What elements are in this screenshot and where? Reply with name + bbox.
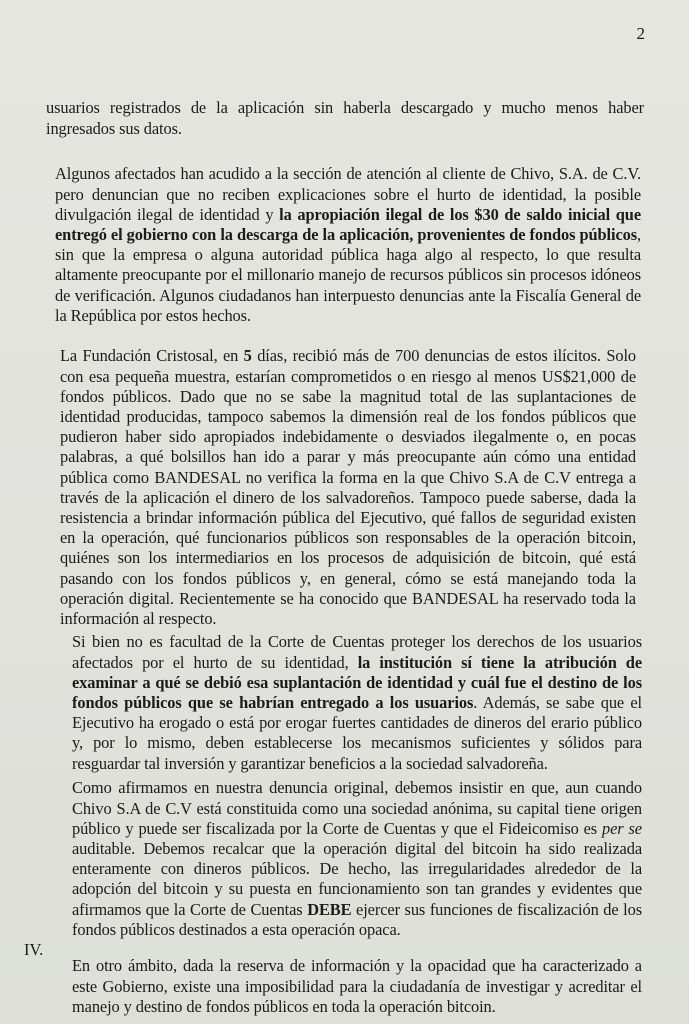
text-segment: auditable. Debemos recalcar que la operación digital del bitcoin ha sido realizada enteramente con dineros públicos. De hecho, las irregularidades alrededor de la adopción del bitcoin y su puesta en funcionamiento son tan grandes y evidentes que afirmamos que la Corte de Cuentas [72, 839, 642, 919]
text-segment: Algunos afectados han acudido a la sección de atención al cliente de Chivo, S.A. de C.V. pero denuncian que no reciben explicaciones sobre el hurto de identidad, la posible divulgación ilegal de identidad y [55, 164, 641, 224]
text-segment: Como afirmamos en nuestra denuncia original, debemos insistir en que, aun cuando Chivo S.A de C.V está constituida como una sociedad anónima, su capital tiene origen público y puede ser fiscalizada por la Corte de Cuentas y que el Fideicomiso es [72, 778, 642, 838]
paragraph-2 [55, 164, 641, 326]
bold-text: la institución sí tiene la atribución de examinar a qué se debió esa suplantación de identidad y cuál fue el destino de los fondos públicos que se habrían entregado a los usuarios [72, 652, 642, 712]
paragraph-3 [60, 346, 636, 629]
text-segment: . Además, se sabe que el Ejecutivo ha erogado o está por erogar fuertes cantidades de dineros del erario público y, por lo mismo, deben establecerse los mecanismos suficientes y sólidos para resguardar tal inversión y garantizar beneficios a la sociedad salvadoreña. [72, 693, 642, 773]
text-segment: La Fundación Cristosal, en [60, 346, 244, 366]
paragraph-5 [72, 778, 642, 940]
italic-text: per se [602, 818, 642, 838]
text-segment: días, recibió más de 700 denuncias de estos ilícitos. Solo con esa pequeña muestra, estarían comprometidos o en riesgo al menos US$21,000 de fondos públicos. Dado que no se sabe la magnitud total de las suplantaciones de identidad producidas, tampoco sabemos la dimensión real de los fondos públicos que pudieron haber sido apropiados indebidamente o desviados ilegalmente o, en pocas palabras, a qué bolsillos han ido a parar y más preocupante aún cómo una entidad pública como BANDESAL no verifica la forma en la que Chivo S.A de C.V entrega a través de la aplicación el dinero de los salvadoreños. Tampoco puede saberse, dada la resistencia a brindar información pública del Ejecutivo, qué fallos de seguridad existen en la operación, qué funcionarios públicos son responsables de la operación bitcoin, quiénes son los intermediarios en los procesos de adquisición de bitcoin, qué está pasando con los fondos públicos y, en general, cómo se está manejando toda la operación digital. Recientemente se ha conocido que BANDESAL ha reservado toda la información al respecto. [60, 346, 636, 629]
text-segment: ejercer sus funciones de fiscalización de los fondos públicos destinados a esta operación opaca. [72, 899, 643, 939]
paragraph-4 [72, 632, 642, 773]
bold-text: 5 [243, 346, 252, 366]
bold-text: la apropiación ilegal de los $30 de saldo inicial que entregó el gobierno con la descarga de la aplicación, provenientes de fondos públicos [55, 204, 641, 244]
paragraph-1 [46, 98, 644, 138]
text-segment: , sin que la empresa o alguna autoridad pública haga algo al respecto, lo que resulta altamente preocupante por el millonario manejo de recursos públicos sin procesos idóneos de verificación. Algunos ciudadanos han interpuesto denuncias ante la Fiscalía General de la República por estos hechos. [55, 225, 641, 325]
text-segment: Si bien no es facultad de la Corte de Cuentas proteger los derechos de los usuarios afectados por el hurto de su identidad, [72, 632, 642, 672]
text-segment: usuarios registrados de la aplicación sin haberla descargado y mucho menos haber ingresados sus datos. [46, 98, 644, 138]
section-iv-paragraph: En otro ámbito, dada la reserva de información y la opacidad que ha caracterizado a este Gobierno, existe una imposibilidad para la ciudadanía de investigar y acreditar el manejo y destino de fondos públicos en toda la operación bitcoin. [72, 956, 642, 1016]
page-number: 2 [636, 24, 645, 43]
bold-text: DEBE [307, 899, 352, 919]
section-numeral: IV. [24, 940, 44, 959]
